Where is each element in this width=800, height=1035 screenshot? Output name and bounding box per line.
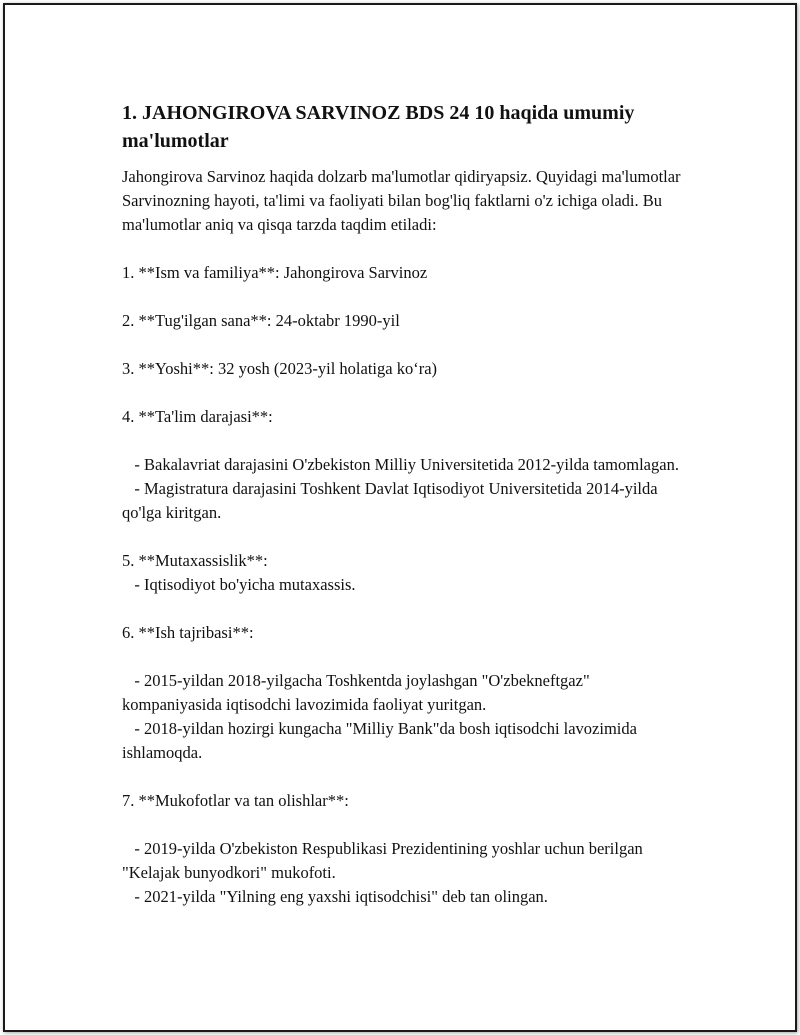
item-name: 1. **Ism va familiya**: Jahongirova Sarvinoz [122, 263, 428, 282]
item-education: 4. **Ta'lim darajasi**: [122, 407, 273, 426]
item-experience-first: - 2015-yildan 2018-yilgacha Toshkentda joylashgan "O'zbekneftgaz" kompaniyasida iqtisodchi lavozimida faoliyat yuritgan. [122, 671, 594, 714]
item-award-second: - 2021-yilda "Yilning eng yaxshi iqtisodchisi" deb tan olingan. [122, 887, 548, 906]
item-birthdate: 2. **Tug'ilgan sana**: 24-oktabr 1990-yil [122, 311, 400, 330]
item-awards: 7. **Mukofotlar va tan olishlar**: [122, 791, 349, 810]
item-award-first: - 2019-yilda O'zbekiston Respublikasi Prezidentining yoshlar uchun berilgan "Kelajak bunyodkori" mukofoti. [122, 839, 647, 882]
document-body [122, 99, 692, 909]
page-frame [3, 3, 797, 1032]
spacer [122, 813, 692, 837]
spacer [122, 597, 692, 621]
spacer [122, 333, 692, 357]
item-experience: 6. **Ish tajribasi**: [122, 623, 254, 642]
spacer [122, 765, 692, 789]
spacer [122, 285, 692, 309]
document-heading: 1. JAHONGIROVA SARVINOZ BDS 24 10 haqida umumiy ma'lumotlar [122, 102, 635, 152]
item-education-master: - Magistratura darajasini Toshkent Davlat Iqtisodiyot Universitetida 2014-yilda qo'lga kiritgan. [122, 479, 662, 522]
spacer [122, 645, 692, 669]
spacer [122, 381, 692, 405]
spacer [122, 525, 692, 549]
item-specialty: 5. **Mutaxassislik**: [122, 551, 268, 570]
item-age: 3. **Yoshi**: 32 yosh (2023-yil holatiga ko‘ra) [122, 359, 438, 378]
item-education-bachelor: - Bakalavriat darajasini O'zbekiston Milliy Universitetida 2012-yilda tamomlagan. [122, 455, 679, 474]
item-experience-second: - 2018-yildan hozirgi kungacha "Milliy Bank"da bosh iqtisodchi lavozimida ishlamoqda. [122, 719, 642, 762]
spacer [122, 429, 692, 453]
item-specialty-detail: - Iqtisodiyot bo'yicha mutaxassis. [122, 575, 356, 594]
intro-paragraph: Jahongirova Sarvinoz haqida dolzarb ma'lumotlar qidiryapsiz. Quyidagi ma'lumotlar Sarvinozning hayoti, ta'limi va faoliyati bilan bog'liq faktlarni o'z ichiga oladi. Bu ma'lumotlar aniq va qisqa tarzda taqdim etiladi: [122, 167, 681, 234]
